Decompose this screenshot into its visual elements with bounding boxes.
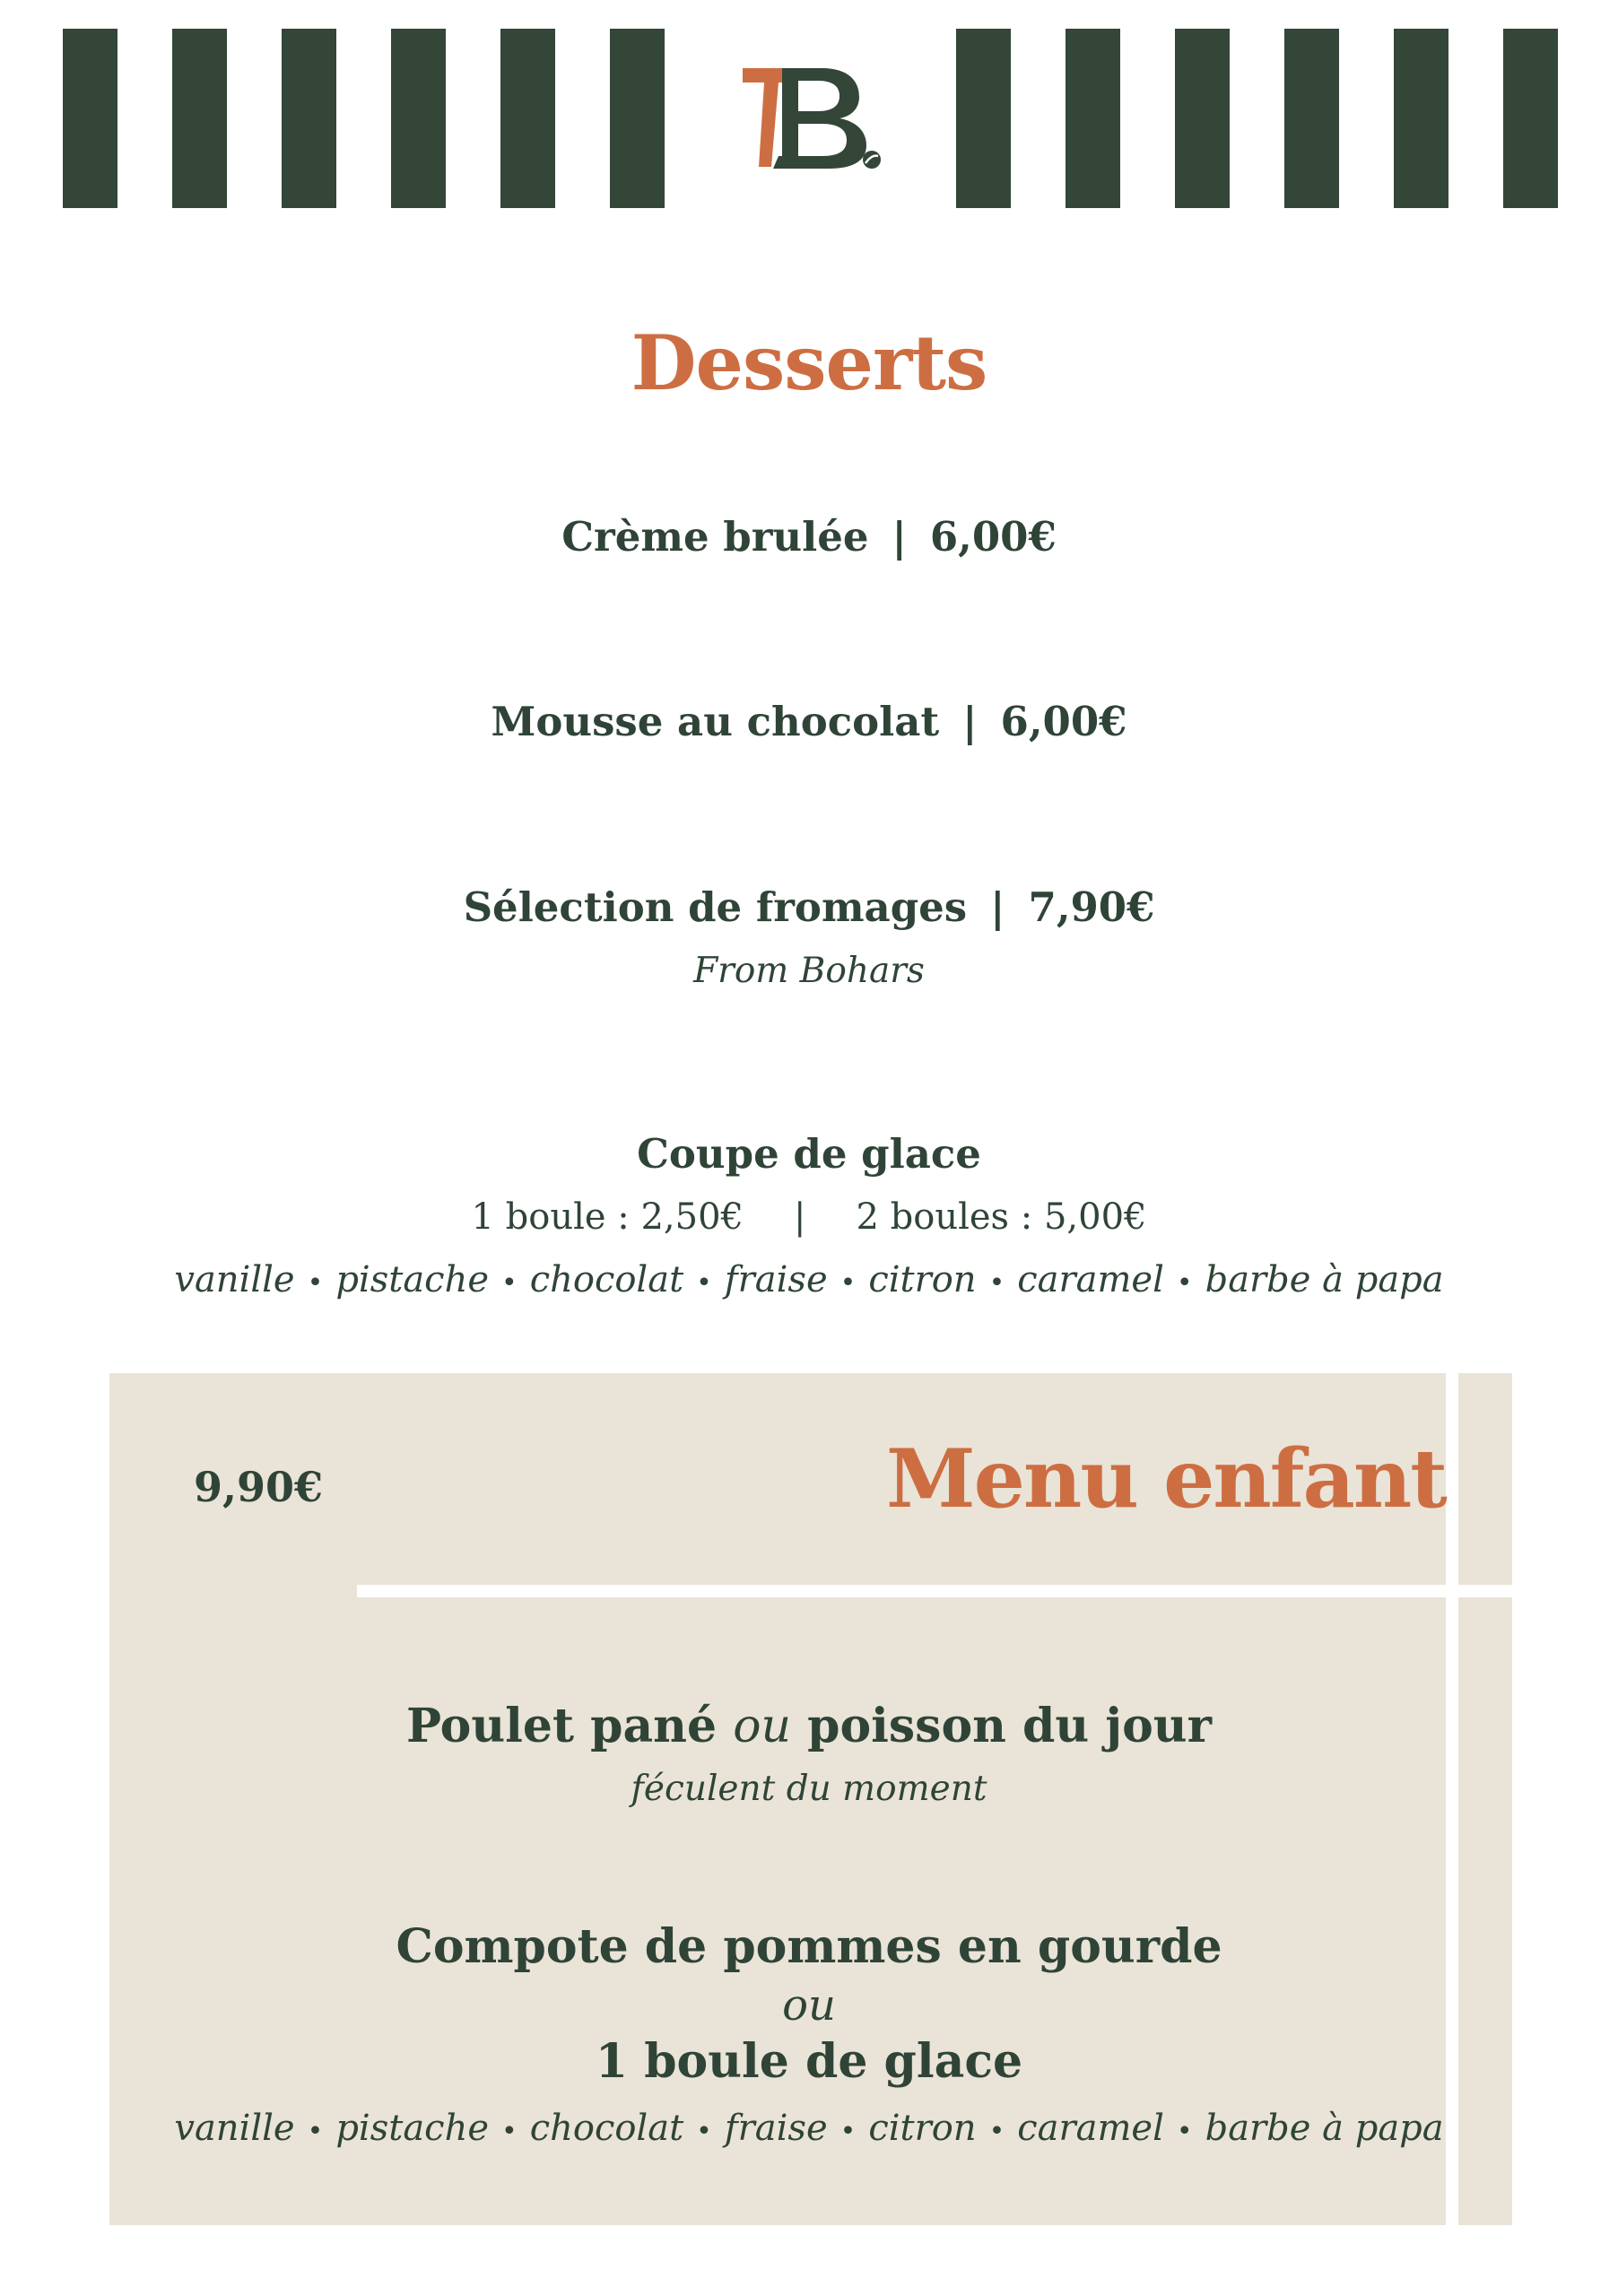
dessert-item <box>0 513 1618 561</box>
flavor: caramel <box>1017 1259 1164 1300</box>
bullet-icon: • <box>839 1266 857 1299</box>
or-word: ou <box>782 1980 836 2031</box>
flavor: barbe à papa <box>1205 1259 1444 1300</box>
kids-menu-title: Menu enfant <box>886 1431 1446 1526</box>
ice-cream-name: Coupe de glace <box>637 1130 981 1178</box>
stripe <box>1503 29 1558 208</box>
main-note: féculent du moment <box>631 1769 987 1809</box>
main-option-a: Poulet pané <box>405 1699 718 1753</box>
flavor: caramel <box>1017 2108 1164 2149</box>
flavor: barbe à papa <box>1205 2108 1444 2149</box>
flavor: fraise <box>724 1259 828 1300</box>
dessert-item <box>0 698 1618 745</box>
bullet-icon: • <box>1176 2115 1193 2147</box>
flavor: chocolat <box>529 2108 684 2149</box>
bullet-icon: • <box>696 1266 712 1299</box>
flavor: chocolat <box>529 1259 684 1300</box>
divider-horizontal <box>357 1585 1512 1597</box>
stripe <box>63 29 117 208</box>
bullet-icon: • <box>501 1266 518 1299</box>
stripe <box>500 29 555 208</box>
flavor-list <box>0 2108 1618 2149</box>
stripe <box>1284 29 1339 208</box>
main-option-b: poisson du jour <box>807 1699 1213 1753</box>
flavor-list <box>0 1259 1618 1300</box>
bullet-icon: • <box>1176 1266 1193 1299</box>
flavor: pistache <box>335 1259 489 1300</box>
ice-cream-prices <box>0 1196 1618 1238</box>
item-name: Crème brulée <box>561 513 869 561</box>
stripe <box>391 29 446 208</box>
stripe <box>610 29 665 208</box>
bullet-icon: • <box>988 1266 1005 1299</box>
bullet-icon: • <box>839 2115 857 2147</box>
flavor: citron <box>868 2108 977 2149</box>
stripe <box>282 29 336 208</box>
dessert-item <box>0 883 1618 931</box>
flavor: pistache <box>335 2108 489 2149</box>
separator: | <box>793 1196 806 1238</box>
one-scoop-price: 1 boule : 2,50€ <box>471 1196 744 1238</box>
brand-logo <box>728 56 890 181</box>
flavor: vanille <box>174 1259 295 1300</box>
stripe <box>1394 29 1448 208</box>
kids-menu-price: 9,90€ <box>194 1463 324 1511</box>
item-note: From Bohars <box>693 951 925 991</box>
stripe <box>172 29 227 208</box>
bullet-icon: • <box>501 2115 518 2147</box>
bullet-icon: • <box>307 2115 324 2147</box>
two-scoops-price: 2 boules : 5,00€ <box>856 1196 1147 1238</box>
item-price: 6,00€ <box>929 513 1057 561</box>
item-name: Mousse au chocolat <box>491 698 940 745</box>
separator: | <box>892 513 907 561</box>
bullet-icon: • <box>696 2115 712 2147</box>
separator: | <box>962 698 978 745</box>
or-word: ou <box>733 1700 791 1753</box>
stripe <box>956 29 1011 208</box>
item-price: 7,90€ <box>1028 883 1155 931</box>
separator: | <box>990 883 1005 931</box>
flavor: citron <box>868 1259 977 1300</box>
flavor: vanille <box>174 2108 295 2149</box>
kids-dessert-b: 1 boule de glace <box>595 2034 1023 2089</box>
desserts-title: Desserts <box>631 318 987 407</box>
flavor: fraise <box>724 2108 828 2149</box>
bullet-icon: • <box>307 1266 324 1299</box>
stripe <box>1066 29 1120 208</box>
kids-main-course <box>0 1699 1618 1753</box>
item-name: Sélection de fromages <box>463 883 968 931</box>
stripe <box>1175 29 1230 208</box>
kids-dessert-a: Compote de pommes en gourde <box>396 1919 1222 1974</box>
item-price: 6,00€ <box>1000 698 1127 745</box>
bullet-icon: • <box>988 2115 1005 2147</box>
